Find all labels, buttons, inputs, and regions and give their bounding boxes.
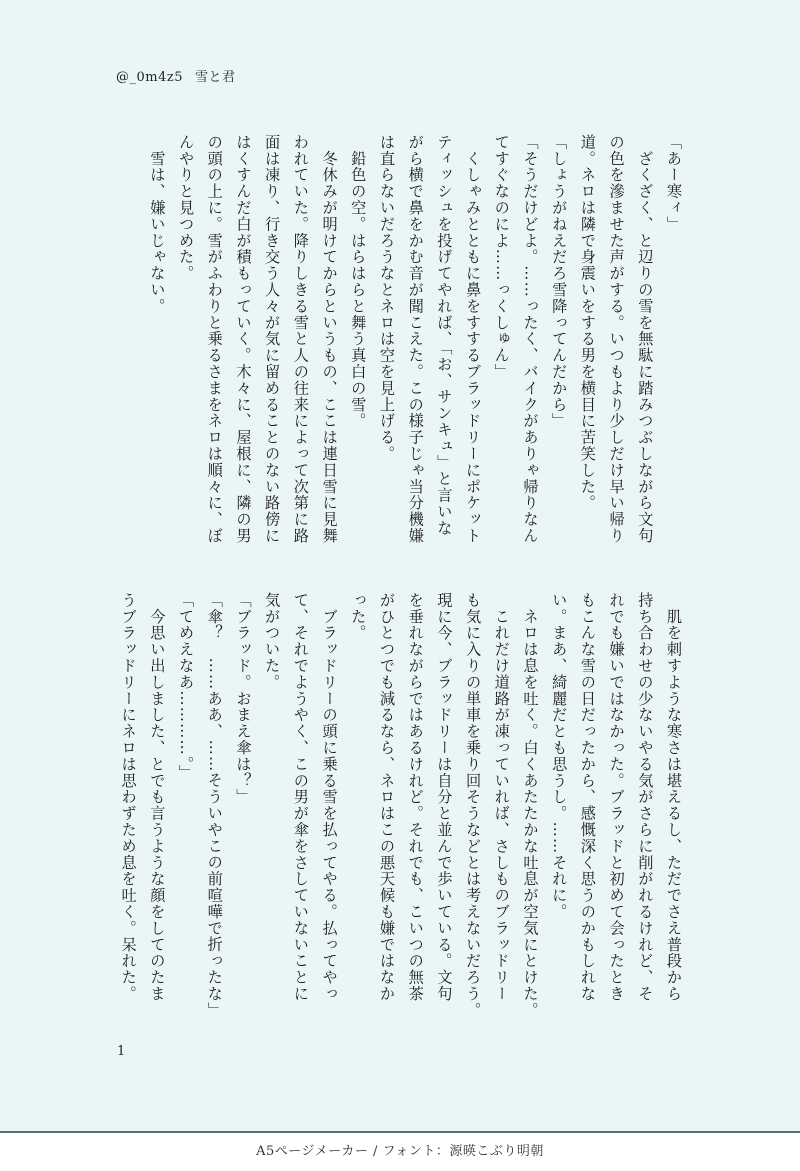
text-line: い。まあ、綺麗だとも思うし。……それに。: [550, 592, 569, 920]
text-line: を垂れながらではあるけれど。それでも、こいつの無茶: [406, 592, 425, 1002]
text-line: は直らないだろうなとネロは空を見上げる。: [377, 134, 396, 462]
page-number: 1: [117, 1044, 126, 1059]
text-line: てすぐなのによ……っくしゅん」: [492, 134, 511, 380]
text-line: ネロは息を吐く。白くあたたかな吐息が空気にとけた。: [521, 592, 540, 1019]
text-line: もこんな雪の日だったから、感慨深く思うのかもしれな: [578, 592, 597, 1002]
text-line: 気がついた。: [263, 592, 282, 691]
text-line: 今思い出しました、とでも言うような顔をしてのたま: [148, 592, 167, 1002]
text-line: はくすんだ白が積もっていく。木々に、屋根に、隣の男: [234, 134, 253, 544]
text-line: 「ブラッド。おまえ傘は？」: [234, 592, 253, 806]
text-line: ティッシュを投げてやれば、「お、サンキュ」と言いな: [435, 134, 454, 537]
text-line: 「あー寒ィ」: [665, 134, 683, 233]
footer-credit: A5ページメーカー / フォント：源暎こぶり明朝: [256, 1144, 544, 1159]
text-line: 持ち合わせの少ないやる気がさらに削がれるけれど、そ: [636, 592, 655, 1002]
text-line: がひとつでも減るなら、ネロはこの悪天候も嫌ではなか: [377, 592, 396, 1002]
text-line: も気に入りの単車を乗り回そうなどとは考えないだろう。: [464, 592, 483, 1019]
text-line: て、それでようやく、この男が傘をさしていないことに: [291, 592, 310, 1002]
text-line: 雪は、嫌いじゃない。: [148, 134, 167, 315]
text-line: ざくざく、と辺りの雪を無駄に踏みつぶしながら文句: [636, 134, 655, 544]
text-line: 「そうだけどよ。……ったく、バイクがありゃ帰りなん: [521, 134, 540, 544]
text-line: 「傘？ ……ああ、……そういやこの前喧嘩で折ったな」: [205, 592, 224, 1019]
text-line: れでも嫌いではなかった。ブラッドと初めて会ったとき: [607, 592, 626, 1002]
text-line: われていた。降りしきる雪と人の往来によって次第に路: [291, 134, 310, 544]
text-line: の色を滲ませた声がする。いつもより少しだけ早い帰り: [607, 134, 626, 544]
story-title: 雪と君: [195, 70, 236, 85]
author-handle: @_0m4z5: [116, 70, 183, 85]
text-line: 肌を刺すような寒さは堪えるし、ただでさえ普段から: [665, 592, 683, 1002]
text-line: くしゃみとともに鼻をすするブラッドリーにポケット: [464, 134, 483, 544]
text-line: 鉛色の空。はらはらと舞う真白の雪。: [349, 134, 368, 430]
text-line: の頭の上に。雪がふわりと乗るさまをネロは順々に、ぼ: [205, 134, 224, 544]
text-line: がら横で鼻をかむ音が聞こえた。この様子じゃ当分機嫌: [406, 134, 425, 544]
text-line: んやりと見つめた。: [177, 134, 196, 282]
text-line: うブラッドリーにネロは思わずため息を吐く。呆れた。: [119, 592, 138, 1002]
text-line: 冬休みが明けてからというもの、ここは連日雪に見舞: [320, 134, 339, 544]
text-line: 道。ネロは隣で身震いをする男を横目に苦笑した。: [578, 134, 597, 512]
text-line: った。: [349, 592, 368, 642]
text-line: 「てめえなあ…………。」: [177, 592, 196, 782]
text-line: 面は凍り、行き交う人々が気に留めることのない路傍に: [263, 134, 282, 544]
text-line: ブラッドリーの頭に乗る雪を払ってやる。払ってやっ: [320, 592, 339, 1002]
text-block-top: [114, 134, 688, 554]
text-line: 「しょうがねえだろ雪降ってんだから」: [550, 134, 569, 430]
text-line: これだけ道路が凍っていれば、さしものブラッドリー: [492, 592, 511, 1002]
text-line: 現に今、ブラッドリーは自分と並んで歩いている。文句: [435, 592, 454, 1002]
page-header: [116, 66, 236, 85]
text-block-bottom: [114, 592, 688, 1019]
